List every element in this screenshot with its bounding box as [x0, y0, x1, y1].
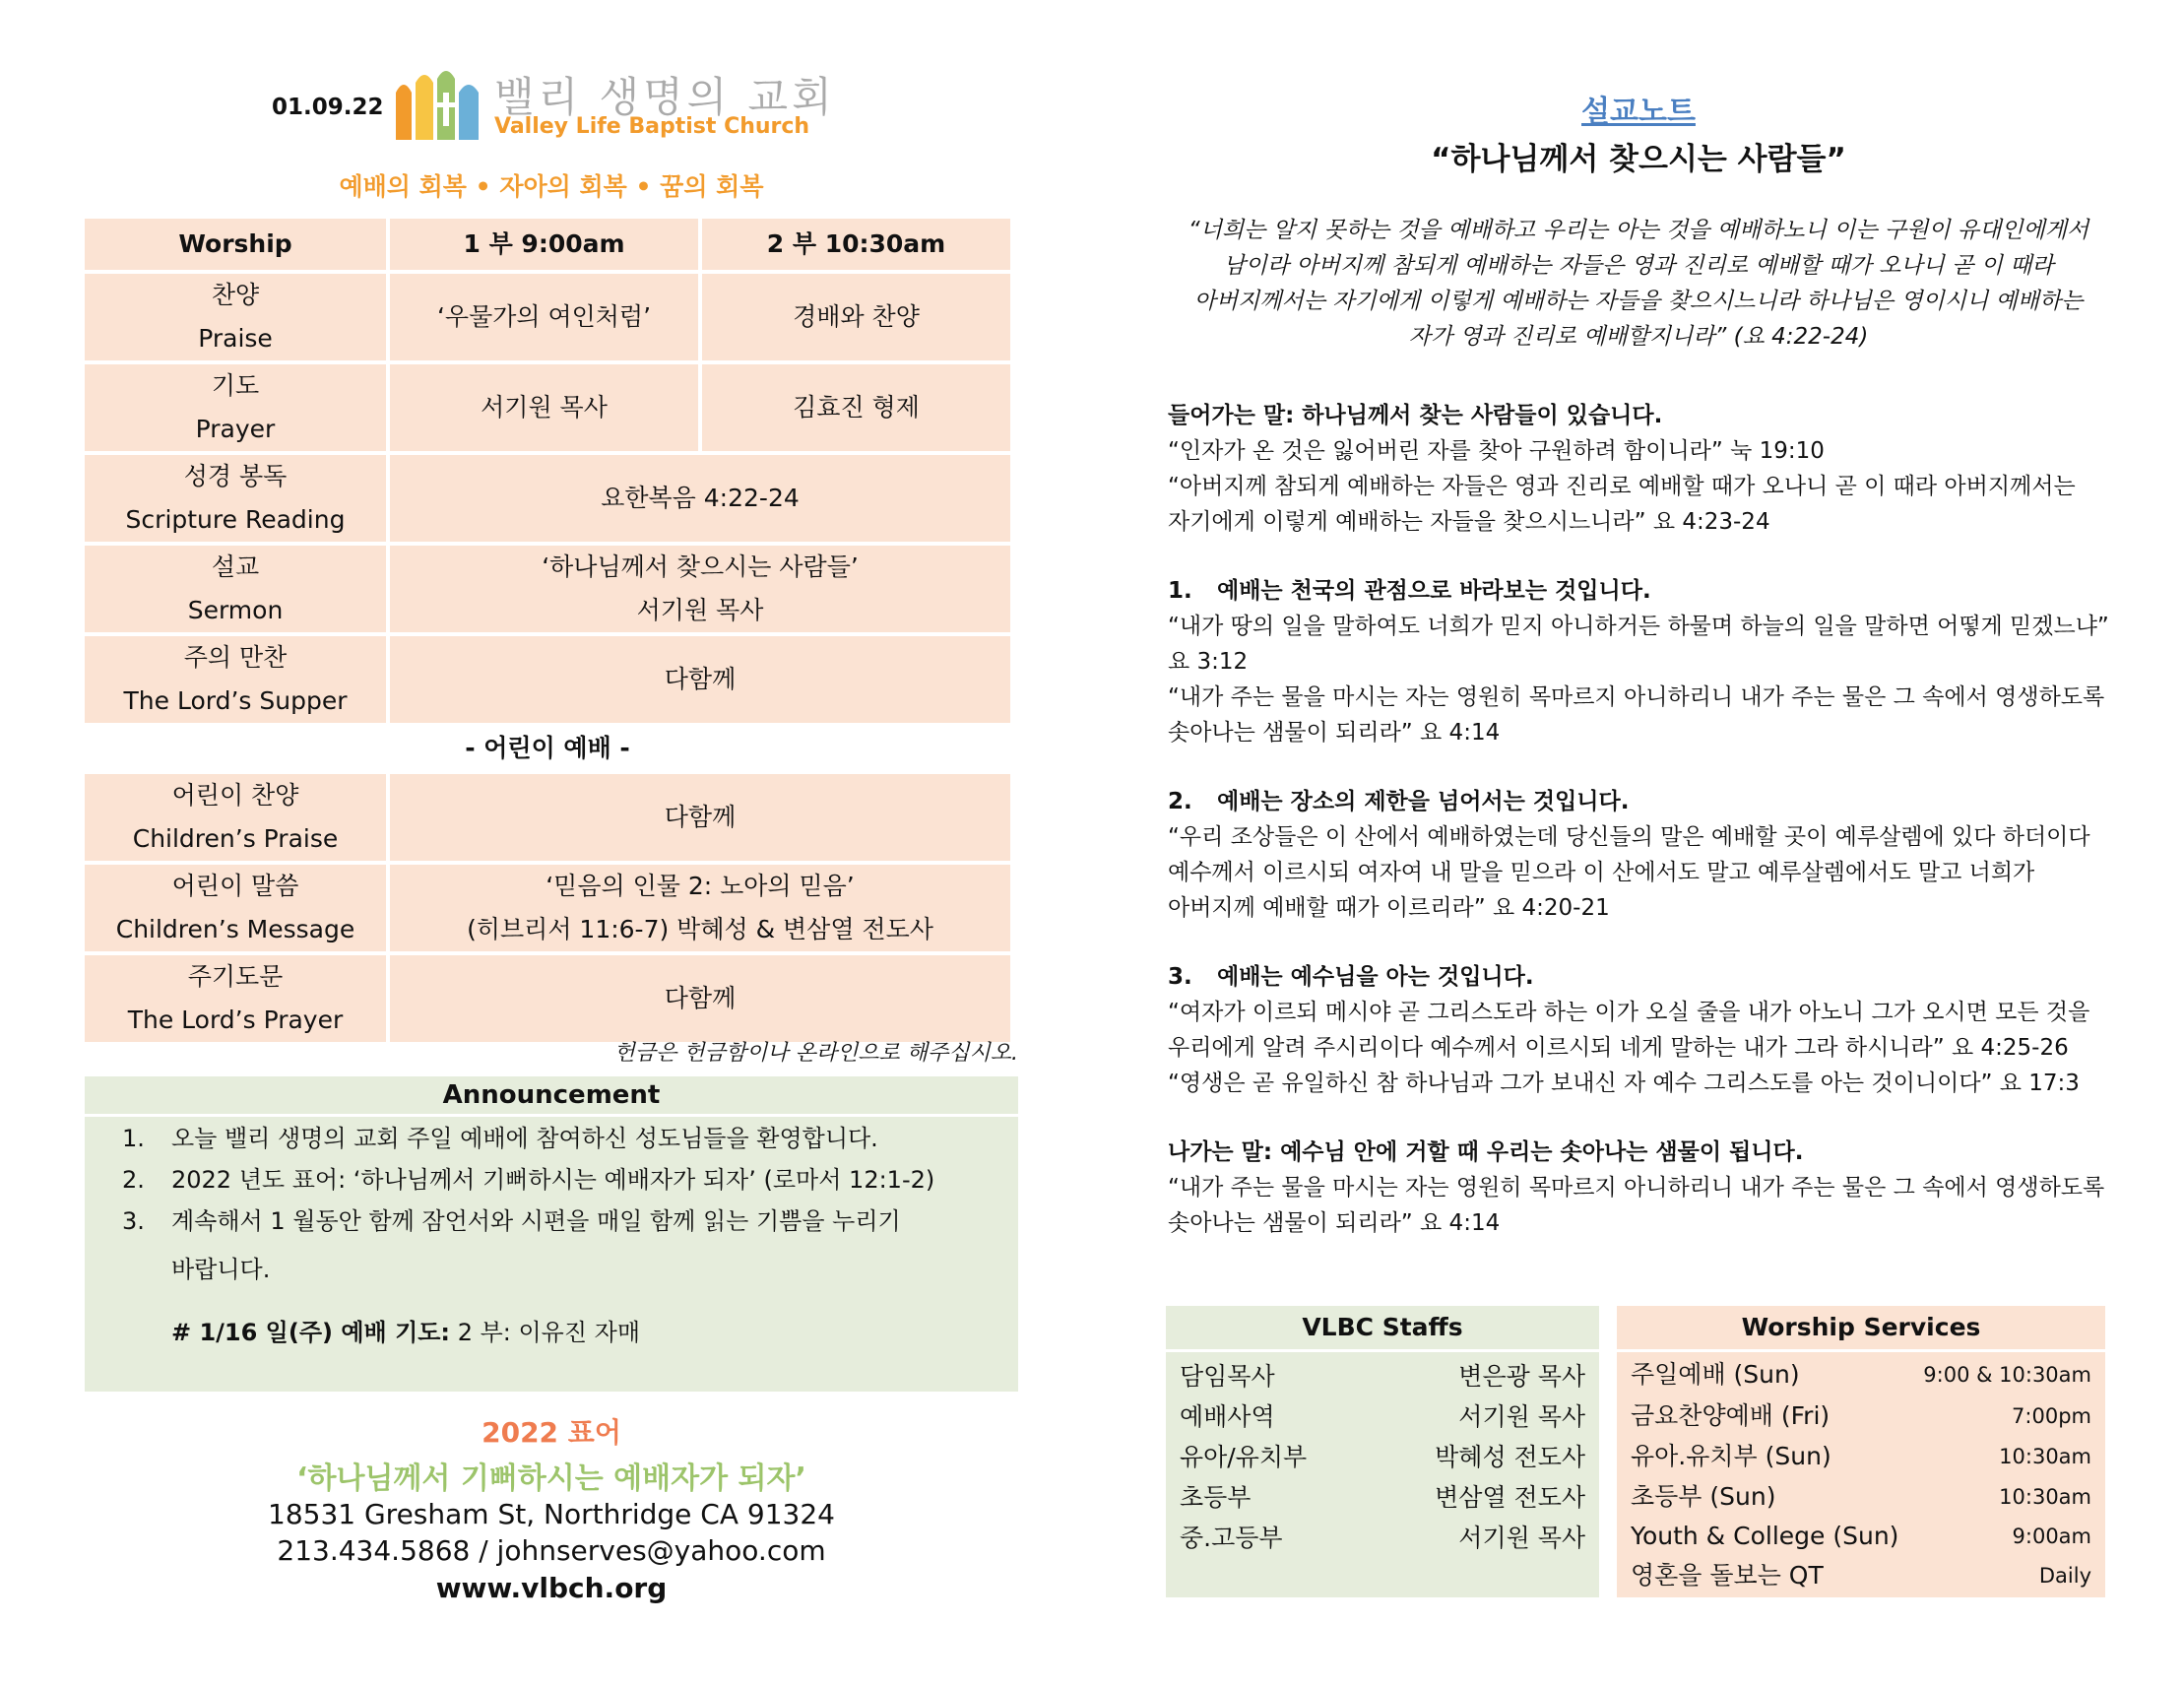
table-row-lords-prayer [85, 955, 1010, 1042]
section-heading [1168, 959, 2113, 995]
table-header-row [85, 219, 1010, 270]
merged-service-cell [390, 865, 1010, 951]
point-number: 1. [1168, 578, 1192, 604]
label-english: Children’s Praise [132, 824, 339, 853]
item-number: 3. [122, 1207, 145, 1235]
section-line: “인자가 온 것은 잃어버린 자를 찾아 구원하려 함이니라” 눅 19:10 [1168, 438, 1825, 464]
item-number: 1. [122, 1125, 145, 1152]
staff-name: 서기원 목사 [1458, 1524, 1585, 1552]
service-name: Youth & College (Sun) [1631, 1522, 1899, 1550]
table-row-lords-supper [85, 636, 1010, 723]
label-korean: 주기도문 [187, 962, 284, 991]
row-label [85, 774, 386, 861]
point-number: 3. [1168, 964, 1192, 990]
section-line: 아버지께 예배할 때가 이르리라” 요 4:20-21 [1168, 895, 1610, 921]
point-heading: 예배는 천국의 관점으로 바라보는 것입니다. [1217, 578, 1651, 604]
announcement-box [85, 1076, 1018, 1392]
list-item [122, 1159, 934, 1201]
service-time: 10:30am [1999, 1445, 2091, 1468]
point-heading: 예배는 예수님을 아는 것입니다. [1217, 964, 1534, 990]
motto-text: ‘하나님께서 기뻐하시는 예배자가 되자’ [296, 1461, 806, 1496]
worship-order-table [81, 215, 1014, 1046]
point-number: 2. [1168, 789, 1192, 814]
staff-title: VLBC Staffs [1166, 1306, 1599, 1352]
row-label [85, 955, 386, 1042]
label-english: The Lord’s Supper [123, 686, 348, 715]
label-korean: 성경 봉독 [183, 462, 288, 490]
prayer-value: 2 부: 이유진 자매 [457, 1319, 641, 1346]
table-row-scripture [85, 455, 1010, 542]
list-item [1631, 1556, 2091, 1595]
prayer-label: # 1/16 일(주) 예배 기도: [171, 1319, 451, 1346]
staff-name: 박혜성 전도사 [1435, 1443, 1585, 1471]
row-label [85, 364, 386, 451]
section-line: 솟아나는 샘물이 되리라” 요 4:14 [1168, 1210, 1501, 1236]
church-tagline: 예배의 회복 • 자아의 회복 • 꿈의 회복 [339, 172, 764, 201]
scripture-quote [1176, 213, 2101, 355]
motto-year: 2022 표어 [482, 1416, 621, 1449]
church-phone-email: 213.434.5868 / johnserves@yahoo.com [277, 1534, 826, 1567]
item-text: 오늘 밸리 생명의 교회 주일 예배에 참여하신 성도님들을 환영합니다. [171, 1125, 878, 1152]
list-item [1631, 1477, 2091, 1517]
row-label [85, 455, 386, 542]
section-line: 요 3:12 [1168, 649, 1249, 675]
service-name: 초등부 (Sun) [1631, 1482, 1776, 1511]
list-item [1180, 1438, 1585, 1477]
staff-role: 예배사역 [1180, 1402, 1275, 1431]
label-korean: 어린이 말씀 [171, 872, 299, 900]
children-worship-header: - 어린이 예배 - [85, 727, 1010, 770]
section-line: “여자가 이르되 메시야 곧 그리스도라 하는 이가 오실 줄을 내가 아노니 그가 오시면 모든 것을 [1168, 1000, 2090, 1025]
bulletin-date: 01.09.22 [272, 95, 384, 120]
label-korean: 설교 [211, 552, 260, 581]
item-text: 2022 년도 표어: ‘하나님께서 기뻐하시는 예배자가 되자’ (로마서 12:1-2) [171, 1166, 935, 1194]
church-name-korean: 밸리 생명의 교회 [494, 73, 836, 121]
staff-name: 서기원 목사 [1458, 1402, 1585, 1431]
sermon-title: “하나님께서 찾으시는 사람들” [1431, 142, 1846, 177]
service-time: Daily [2038, 1564, 2091, 1588]
item-text: 계속해서 1 월동안 함께 잠언서와 시편을 매일 함께 읽는 기쁨을 누리기 [171, 1207, 901, 1235]
service-name: 영혼을 돌보는 QT [1631, 1561, 1824, 1590]
sermon-point-3 [1168, 959, 2113, 1101]
label-english: The Lord’s Prayer [127, 1006, 344, 1034]
label-english: Scripture Reading [125, 505, 346, 534]
service-name: 금요찬양예배 (Fri) [1631, 1401, 1831, 1430]
church-name-english: Valley Life Baptist Church [494, 114, 810, 139]
staff-name: 변은광 목사 [1458, 1362, 1585, 1391]
service-name: 유아.유치부 (Sun) [1631, 1442, 1831, 1470]
sermon-intro [1168, 398, 2113, 540]
staff-role: 초등부 [1180, 1483, 1252, 1512]
point-heading: 예배는 장소의 제한을 넘어서는 것입니다. [1217, 789, 1630, 814]
section-line: 우리에게 알려 주시리이다 예수께서 이르시되 네게 말하는 내가 그라 하시니라” 요 4:25-26 [1168, 1035, 2069, 1061]
staff-name: 변삼열 전도사 [1435, 1483, 1585, 1512]
section-line: “영생은 곧 유일하신 참 하나님과 그가 보내신 자 예수 그리스도를 아는 것이니이다” 요 17:3 [1168, 1071, 2080, 1096]
section-line: “우리 조상들은 이 산에서 예배하였는데 당신들의 말은 예배할 곳이 예루살렘에 있다 하더이다 [1168, 824, 2090, 850]
scripture-line: 자가 영과 진리로 예배할지니라” (요 4:22-24) [1408, 324, 1869, 350]
table-row-sermon [85, 546, 1010, 632]
label-korean: 주의 만찬 [183, 643, 288, 672]
section-line: 예수께서 이르시되 여자여 내 말을 믿으라 이 산에서도 말고 예루살렘에서도 말고 너희가 [1168, 860, 2035, 885]
list-item [1631, 1355, 2091, 1395]
service-time: 9:00am [2012, 1525, 2091, 1548]
section-heading: 나가는 말: 예수님 안에 거할 때 우리는 솟아나는 샘물이 됩니다. [1168, 1139, 1804, 1165]
service-name: 주일예배 (Sun) [1631, 1360, 1800, 1389]
label-english: Praise [198, 324, 273, 353]
merged-service-cell: 다함께 [390, 955, 1010, 1042]
sermon-preacher-cell: 서기원 목사 [636, 596, 764, 624]
prayer-assignment [171, 1313, 640, 1347]
sermon-point-1 [1168, 573, 2113, 750]
services-title: Worship Services [1617, 1306, 2105, 1352]
header-second-service: 2 부 10:30am [702, 219, 1010, 270]
sermon-title-cell: ‘하나님께서 찾으시는 사람들’ [542, 552, 859, 581]
second-service-cell: 김효진 형제 [702, 364, 1010, 451]
offering-note: 헌금은 헌금함이나 온라인으로 해주십시오. [613, 1041, 1018, 1066]
merged-service-cell: 다함께 [390, 774, 1010, 861]
list-item [122, 1118, 878, 1159]
list-item [1180, 1519, 1585, 1558]
services-box [1617, 1306, 2105, 1597]
row-label [85, 636, 386, 723]
first-service-cell: ‘우물가의 여인처럼’ [390, 274, 698, 360]
list-item [1631, 1396, 2091, 1436]
label-korean: 찬양 [211, 281, 260, 309]
list-item [1631, 1517, 2091, 1556]
label-english: Prayer [195, 415, 276, 443]
row-label [85, 865, 386, 951]
list-item [1631, 1437, 2091, 1476]
list-item [122, 1201, 901, 1242]
merged-service-cell [390, 546, 1010, 632]
item-number: 2. [122, 1166, 145, 1194]
row-label [85, 274, 386, 360]
list-item [1180, 1357, 1585, 1396]
section-heading: 들어가는 말: 하나님께서 찾는 사람들이 있습니다. [1168, 403, 1663, 428]
label-english: Sermon [187, 596, 284, 624]
sermon-notes-label: 설교노트 [1581, 95, 1696, 129]
section-line: “내가 땅의 일을 말하여도 너희가 믿지 아니하거든 하물며 하늘의 일을 말하면 어떻게 믿겠느냐” [1168, 614, 2109, 639]
scripture-line: 남이라 아버지께 참되게 예배하는 자들은 영과 진리로 예배할 때가 오나니 곧 이 때라 [1223, 253, 2054, 279]
header-worship: Worship [85, 219, 386, 270]
scripture-line: 아버지께서는 자기에게 이렇게 예배하는 자들을 찾으시느니라 하나님은 영이시니 예배하는 [1193, 289, 2084, 314]
row-label [85, 546, 386, 632]
list-item [1180, 1478, 1585, 1518]
merged-service-cell: 다함께 [390, 636, 1010, 723]
section-heading [1168, 573, 2113, 609]
service-time: 9:00 & 10:30am [1923, 1363, 2091, 1387]
staff-role: 중.고등부 [1180, 1524, 1283, 1552]
church-website: www.vlbch.org [435, 1572, 668, 1604]
scripture-line: “너희는 알지 못하는 것을 예배하고 우리는 아는 것을 예배하노니 이는 구원이 유대인에게서 [1188, 218, 2089, 243]
announcement-title: Announcement [85, 1076, 1018, 1117]
table-row-children-message [85, 865, 1010, 951]
section-line: 솟아나는 샘물이 되리라” 요 4:14 [1168, 720, 1501, 746]
section-line: “아버지께 참되게 예배하는 자들은 영과 진리로 예배할 때가 오나니 곧 이 때라 아버지께서는 [1168, 474, 2076, 499]
table-row-praise [85, 274, 1010, 360]
church-logo-icon [394, 71, 481, 140]
sermon-point-2 [1168, 784, 2113, 926]
label-korean: 기도 [211, 371, 260, 400]
section-line: “내가 주는 물을 마시는 자는 영원히 목마르지 아니하리니 내가 주는 물은 그 속에서 영생하도록 [1168, 1175, 2105, 1201]
children-message-detail: (히브리서 11:6-7) 박혜성 & 변삼열 전도사 [467, 915, 933, 943]
merged-service-cell: 요한복음 4:22-24 [390, 455, 1010, 542]
sermon-closing [1168, 1135, 2113, 1241]
children-worship-header-row [85, 727, 1010, 770]
staff-box [1166, 1306, 1599, 1597]
staff-role: 담임목사 [1180, 1362, 1275, 1391]
service-time: 7:00pm [2012, 1404, 2091, 1428]
label-english: Children’s Message [115, 915, 355, 943]
table-row-prayer [85, 364, 1010, 451]
section-heading [1168, 784, 2113, 819]
section-line: 자기에게 이렇게 예배하는 자들을 찾으시느니라” 요 4:23-24 [1168, 509, 1770, 535]
header-first-service: 1 부 9:00am [390, 219, 698, 270]
children-message-title: ‘믿음의 인물 2: 노아의 믿음’ [546, 872, 855, 900]
section-line: “내가 주는 물을 마시는 자는 영원히 목마르지 아니하리니 내가 주는 물은 그 속에서 영생하도록 [1168, 684, 2105, 710]
list-item [1180, 1397, 1585, 1437]
table-row-children-praise [85, 774, 1010, 861]
second-service-cell: 경배와 찬양 [702, 274, 1010, 360]
first-service-cell: 서기원 목사 [390, 364, 698, 451]
item-text-continued: 바랍니다. [171, 1256, 271, 1283]
service-time: 10:30am [1999, 1485, 2091, 1509]
church-address: 18531 Gresham St, Northridge CA 91324 [268, 1498, 835, 1530]
label-korean: 어린이 찬양 [171, 781, 299, 810]
staff-role: 유아/유치부 [1180, 1443, 1308, 1471]
